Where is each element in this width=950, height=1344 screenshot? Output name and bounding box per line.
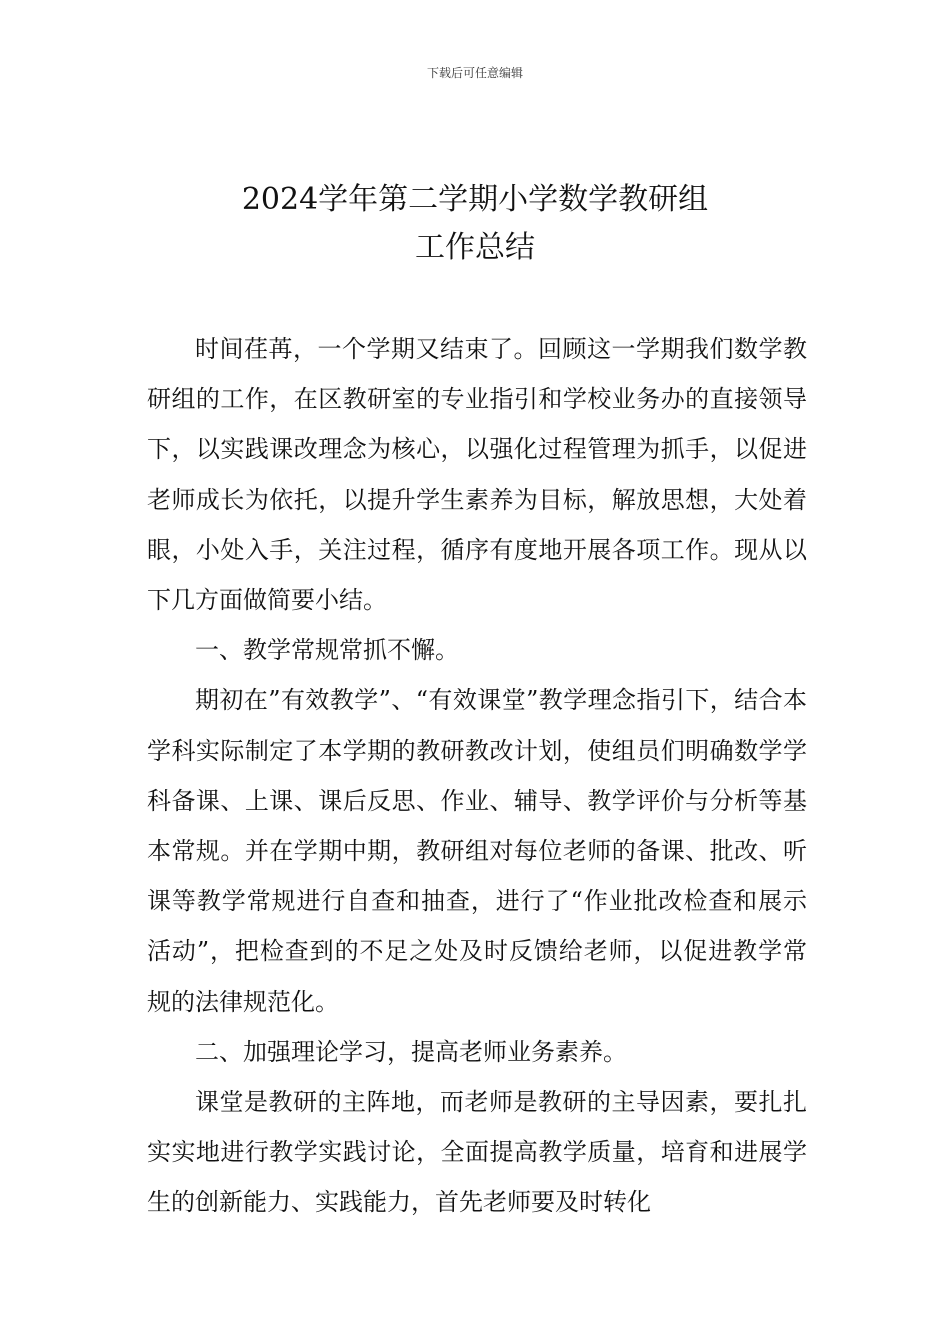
paragraph-intro: 时间荏苒，一个学期又结束了。回顾这一学期我们数学教研组的工作，在区教研室的专业指引和学校业务办的直接领导下，以实践课改理念为核心，以强化过程管理为抓手，以促进老师成长为依托，以提升学生素养为目标，解放思想，大处着眼，小处入手，关注过程，循序有度地开展各项工作。现从以下几方面做简要小结。 [147,335,807,615]
paragraph-section-2: 课堂是教研的主阵地，而老师是教研的主导因素，要扎扎实实地进行教学实践讨论，全面提高教学质量，培育和进展学生的创新能力、实践能力，首先老师要及时转化 [147,1088,807,1217]
title-line-2: 工作总结 [415,230,535,265]
document-title [0,176,950,272]
section-heading-2: 二、加强理论学习，提高老师业务素养。 [195,1037,627,1066]
section-heading-1: 一、教学常规常抓不懈。 [195,636,459,665]
title-line-1: 2024学年第二学期小学数学教研组 [241,182,709,217]
header-note: 下载后可任意编辑 [426,66,523,80]
paragraph-section-1: 期初在”有效教学”、“有效课堂”教学理念指引下，结合本学科实际制定了本学期的教研教改计划，使组员们明确数学学科备课、上课、课后反思、作业、辅导、教学评价与分析等基本常规。并在学期中期，教研组对每位老师的备课、批改、听课等教学常规进行自查和抽查，进行了“作业批改检查和展示活动”，把检查到的不足之处及时反馈给老师，以促进教学常规的法律规范化。 [147,686,807,1016]
document-body [147,324,807,1228]
